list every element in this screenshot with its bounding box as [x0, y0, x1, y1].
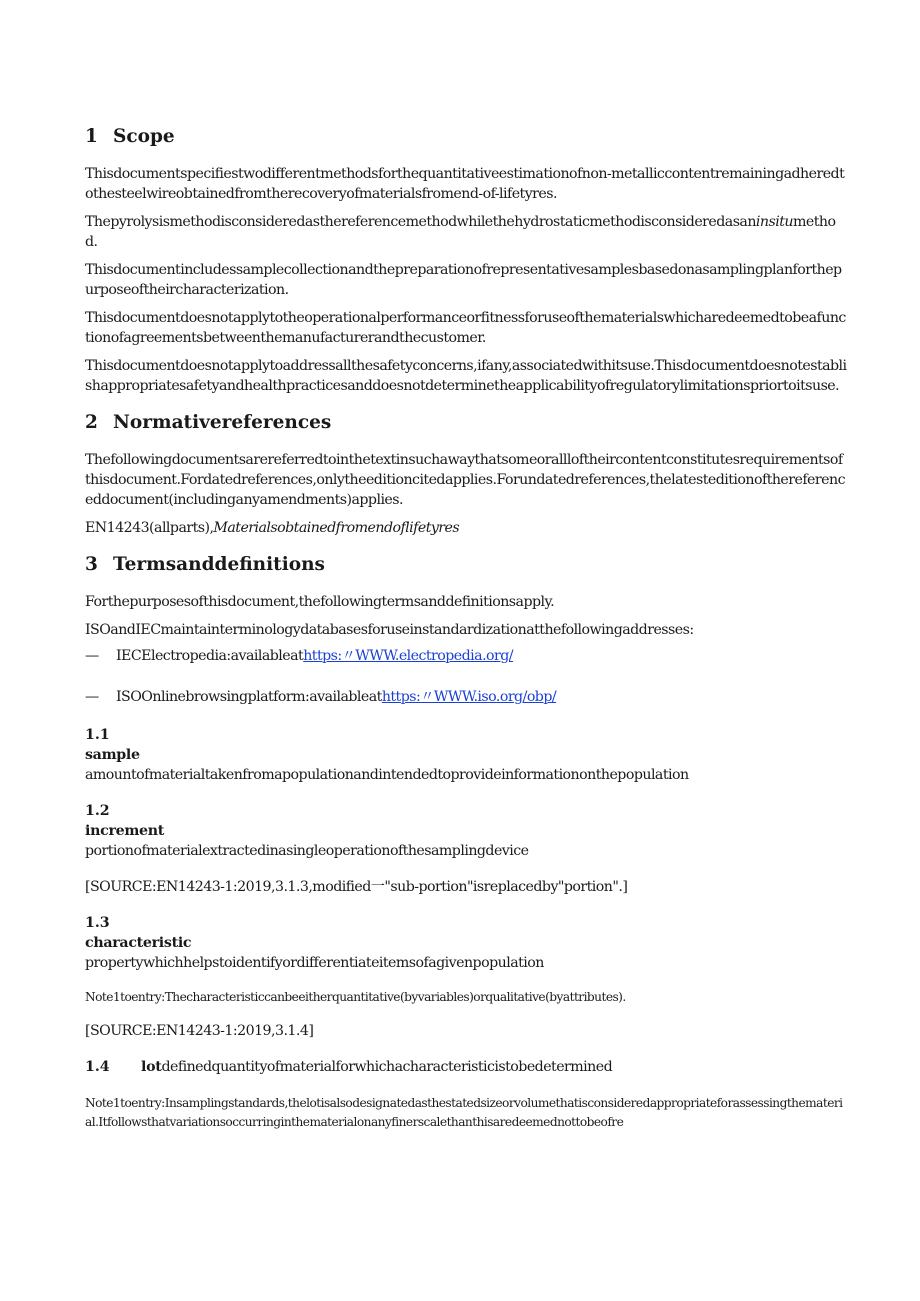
- scope-paragraph-2: [85, 212, 847, 252]
- term-source: [SOURCE:EN14243-1:2019,3.1.4]: [85, 1023, 314, 1039]
- dash-bullet: —: [85, 689, 99, 705]
- document-page: [85, 124, 847, 1132]
- electropedia-link[interactable]: https:〃WWW.electropedia.org/: [303, 648, 514, 664]
- term-definition: definedquantityofmaterialforwhichacharacteristicistobedetermined: [161, 1059, 613, 1075]
- terms-paragraph-1: Forthepurposesofthisdocument,thefollowingtermsanddefinitionsapply.: [85, 594, 555, 610]
- scope-paragraph-5: Thisdocumentdoesnotapplytoaddressallthesafetyconcerns,ifany,associatedwithitsuse.Thisdocumentdoesnotestablishappropriatesafetyandhealthpracticesanddoesnotdeterminetheapplicabilityofregulatorylimitationspriortoitsuse.: [85, 358, 847, 394]
- section-1-heading: [85, 124, 847, 150]
- section-3-heading: [85, 552, 847, 578]
- normative-paragraph: Thefollowingdocumentsarereferredtointhetextinsuchawaythatsomeorallloftheircontentconstitutesrequirementsofthisdocument.Fordatedreferences,onlytheeditioncitedapplies.Forundatedreferences,thelatesteditionofthereferenceddocument(includinganyamendments)applies.: [85, 452, 845, 508]
- section-title: Scope: [113, 126, 175, 147]
- dash-item-iso-obp: [85, 687, 847, 707]
- section-title: Termsanddefinitions: [113, 554, 325, 575]
- term-name: lot: [141, 1059, 162, 1075]
- dash-item-electropedia: [85, 646, 847, 666]
- section-2-heading: [85, 410, 847, 436]
- term-name: increment: [85, 823, 165, 839]
- scope-paragraph-1: Thisdocumentspecifiestwodifferentmethodsforthequantitativeestimationofnon-metalliccontentremainingadheredtothesteelwireobtainedfromtherecoveryofmaterialsfromend-of-lifetyres.: [85, 166, 845, 202]
- term-number: 1.3: [85, 915, 110, 931]
- section-number: 1: [85, 126, 98, 147]
- term-source: [SOURCE:EN14243-1:2019,3.1.3,modified一"sub-portion"isreplacedby"portion".]: [85, 879, 628, 895]
- term-definition: propertywhichhelpstoidentifyordifferentiateitemsofagivenpopulation: [85, 955, 544, 971]
- term-definition: portionofmaterialextractedinasingleoperationofthesamplingdevice: [85, 843, 529, 859]
- dash-bullet: —: [85, 648, 99, 664]
- terms-paragraph-2: ISOandIECmaintainterminologydatabasesforuseinstandardizationatthefollowingaddresses:: [85, 622, 694, 638]
- term-note: Note1toentry:Thecharacteristiccanbeeitherquantitative(byvariables)orqualitative(byattributes).: [85, 990, 626, 1004]
- term-number: 1.4: [85, 1059, 110, 1075]
- term-definition: amountofmaterialtakenfromapopulationandintendedtoprovideinformationonthepopulation: [85, 767, 689, 783]
- reference-title: Materialsobtainedfromendoflifetyres: [213, 520, 460, 536]
- term-entry-lot: [85, 1057, 847, 1077]
- term-note-lot: Note1toentry:Insamplingstandards,thelotisalsodesignatedasthestatedsizeorvolumethatisconsideredappropriateforassessingthematerial.Itfollowsthatvariationsoccurringinthematerialonanyfinerscalethanthisaredeemednottobeofre: [85, 1096, 843, 1129]
- scope-p2-text: Thepyrolysismethodisconsideredasthereferencemethodwhilethehydrostaticmethodisconsideredasan: [85, 214, 756, 230]
- in-situ-italic: insitu: [755, 214, 793, 230]
- term-entry-sample: [85, 725, 847, 785]
- scope-p2-tail: method.: [85, 214, 836, 250]
- scope-paragraph-4: Thisdocumentdoesnotapplytotheoperationalperformanceorfitnessforuseofthematerialswhicharedeemedtobeafunctionofagreementsbetweenthemanufacturerandthecustomer.: [85, 310, 846, 346]
- normative-reference: [85, 518, 847, 538]
- section-title: Normativereferences: [113, 412, 332, 433]
- term-number: 1.2: [85, 803, 110, 819]
- reference-code: EN14243(allparts),: [85, 520, 214, 536]
- term-name: sample: [85, 747, 140, 763]
- section-number: 3: [85, 554, 98, 575]
- scope-paragraph-3: Thisdocumentincludessamplecollectionandthepreparationofrepresentativesamplesbasedonasamplingplanforthepurposeoftheircharacterization.: [85, 262, 842, 298]
- term-name: characteristic: [85, 935, 192, 951]
- term-number: 1.1: [85, 727, 110, 743]
- term-entry-increment: [85, 801, 847, 897]
- dash-item-text: IECElectropedia:availableat: [116, 648, 304, 664]
- dash-item-text: ISOOnlinebrowsingplatform:availableat: [116, 689, 382, 705]
- section-number: 2: [85, 412, 98, 433]
- term-entry-characteristic: [85, 913, 847, 1041]
- iso-obp-link[interactable]: https:〃WWW.iso.org/obp/: [381, 689, 557, 705]
